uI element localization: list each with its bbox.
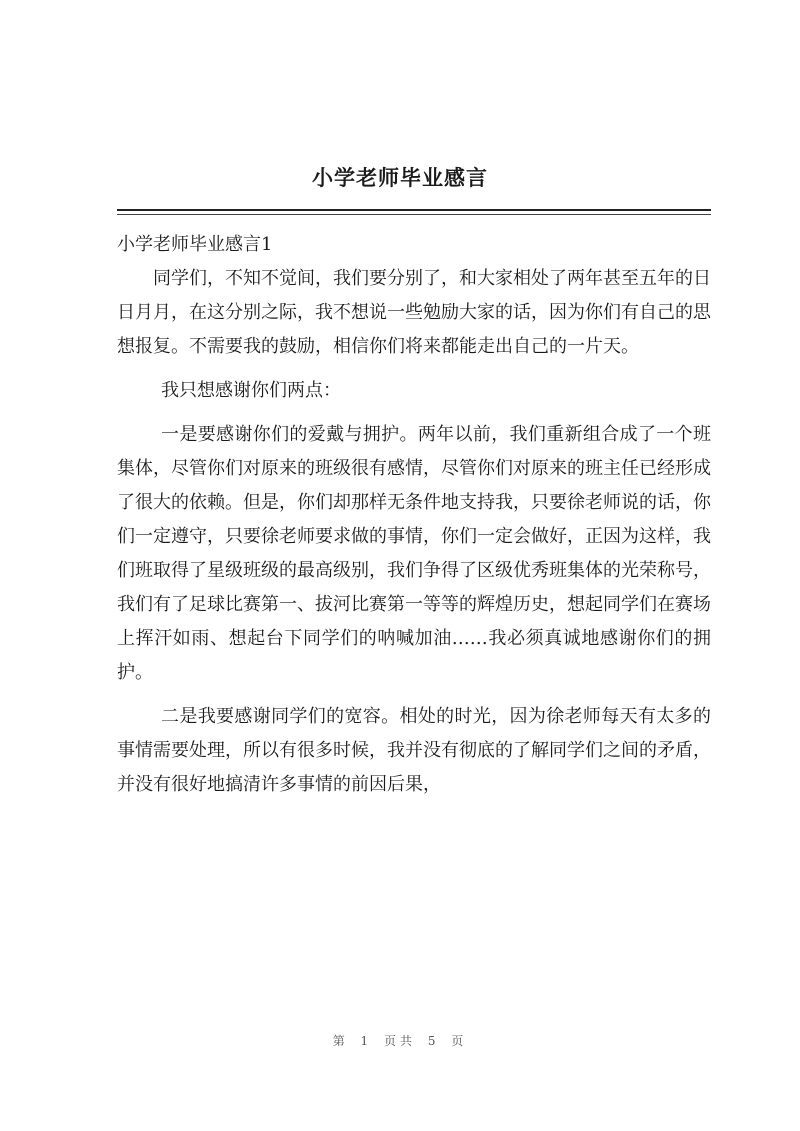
page-footer: 第 1 页共 5 页 <box>332 1034 468 1048</box>
paragraph-second-thanks: 二是我要感谢同学们的宽容。相处的时光，因为徐老师每天有太多的事情需要处理，所以有很多时候，我并没有彻底的了解同学们之间的矛盾，并没有很好地搞清许多事情的前因后果， <box>117 706 711 795</box>
paragraph-thanks-lead: 我只想感谢你们两点： <box>161 380 341 401</box>
document-body <box>117 228 711 802</box>
paragraph-intro: 同学们，不知不觉间，我们要分别了，和大家相处了两年甚至五年的日日月月，在这分别之际，我不想说一些勉励大家的话，因为你们有自己的思想报复。不需要我的鼓励，相信你们将来都能走出自己的一片天。 <box>117 268 711 357</box>
paragraph-first-thanks: 一是要感谢你们的爱戴与拥护。两年以前，我们重新组合成了一个班集体，尽管你们对原来的班级很有感情，尽管你们对原来的班主任已经形成了很大的依赖。但是，你们却那样无条件地支持我，只要徐老师说的话，你们一定遵守，只要徐老师要求做的事情，你们一定会做好，正因为这样，我们班取得了星级班级的最高级别，我们争得了区级优秀班集体的光荣称号，我们有了足球比赛第一、拔河比赛第一等等的辉煌历史，想起同学们在赛场上挥汗如雨、想起台下同学们的呐喊加油……我必须真诚地感谢你们的拥护。 <box>117 424 711 683</box>
section-heading: 小学老师毕业感言1 <box>117 234 273 255</box>
title-divider-thin <box>117 214 711 215</box>
page-title: 小学老师毕业感言 <box>312 165 488 190</box>
title-divider <box>117 209 711 211</box>
